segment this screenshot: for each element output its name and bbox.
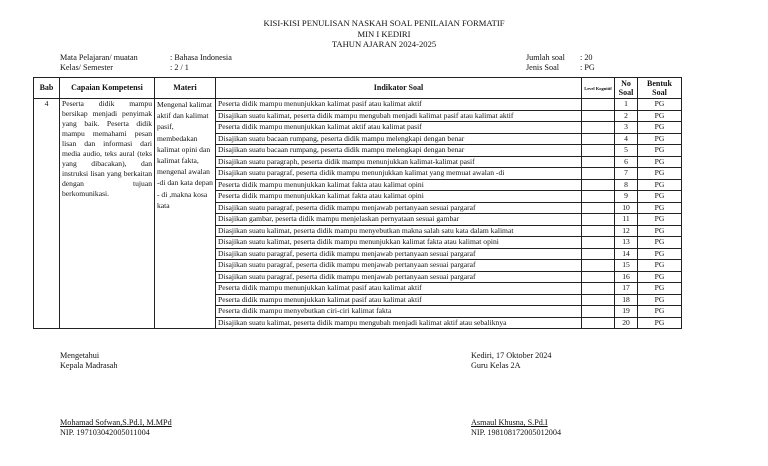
title-line-1: KISI-KISI PENULISAN NASKAH SOAL PENILAIAN FORMATIF bbox=[263, 18, 505, 28]
cell-indikator: Peserta didik mampu menunjukkan kalimat pasif atau kalimat aktif bbox=[216, 99, 582, 111]
cell-level bbox=[582, 260, 615, 272]
cell-no: 8 bbox=[615, 179, 638, 191]
count-label: Jumlah soal bbox=[526, 53, 565, 62]
cell-bentuk: PG bbox=[638, 237, 682, 249]
header-materi: Materi bbox=[155, 78, 216, 99]
cell-level bbox=[582, 294, 615, 306]
header-indikator: Indikator Soal bbox=[216, 78, 582, 99]
cell-indikator: Disajikan suatu kalimat, peserta didik mampu menunjukkan kalimat fakta atau kalimat opini bbox=[216, 237, 582, 249]
cell-indikator: Disajikan suatu paragraf, peserta didik mampu menjawab pertanyaan sesuai pargaraf bbox=[216, 248, 582, 260]
cell-level bbox=[582, 145, 615, 157]
cell-level bbox=[582, 202, 615, 214]
signature-left-heading bbox=[60, 351, 118, 371]
cell-bentuk: PG bbox=[638, 271, 682, 283]
left-name: Mohamad Sofwan,S.Pd.I, M.MPd bbox=[60, 418, 172, 427]
cell-no: 13 bbox=[615, 237, 638, 249]
cell-bentuk: PG bbox=[638, 214, 682, 226]
cell-no: 20 bbox=[615, 317, 638, 329]
type-label: Jenis Soal bbox=[526, 63, 559, 72]
table-row bbox=[34, 99, 682, 111]
cell-no: 1 bbox=[615, 99, 638, 111]
header-no: No Soal bbox=[615, 78, 638, 99]
cell-bentuk: PG bbox=[638, 294, 682, 306]
cell-bentuk: PG bbox=[638, 179, 682, 191]
type-value: : PG bbox=[580, 63, 595, 72]
count-value: : 20 bbox=[580, 53, 593, 62]
cell-bentuk: PG bbox=[638, 133, 682, 145]
cell-no: 7 bbox=[615, 168, 638, 180]
cell-indikator: Diasjikan suatu kalimat, peserta didik mampu menyebutkan makna salah satu kata dalam kalimat bbox=[216, 225, 582, 237]
cell-no: 15 bbox=[615, 260, 638, 272]
cell-indikator: Disajikan suatu bacaan rumpang, peserta didik mampu melengkapi dengan benar bbox=[216, 133, 582, 145]
title-line-3: TAHUN AJARAN 2024-2025 bbox=[331, 39, 437, 49]
meta-right bbox=[526, 53, 595, 73]
cell-no: 11 bbox=[615, 214, 638, 226]
cell-bentuk: PG bbox=[638, 145, 682, 157]
cell-indikator: Peserta didik mampu menunjukkan kalimat fakta atau kalimat opini bbox=[216, 191, 582, 203]
signature-left-name bbox=[60, 418, 172, 438]
cell-level bbox=[582, 156, 615, 168]
header-capaian: Capaian Kompetensi bbox=[60, 78, 155, 99]
cell-no: 14 bbox=[615, 248, 638, 260]
cell-level bbox=[582, 179, 615, 191]
cell-bentuk: PG bbox=[638, 306, 682, 318]
kisi-kisi-table bbox=[33, 77, 682, 329]
cell-indikator: Peserta didik mampu menunjukkan kalimat pasif atau kalimat aktif bbox=[216, 283, 582, 295]
cell-no: 3 bbox=[615, 122, 638, 134]
header-level: Level Kognitif bbox=[582, 78, 615, 99]
cell-bentuk: PG bbox=[638, 225, 682, 237]
cell-no: 19 bbox=[615, 306, 638, 318]
cell-level bbox=[582, 317, 615, 329]
signature-right-name bbox=[471, 418, 561, 438]
cell-no: 9 bbox=[615, 191, 638, 203]
table-body bbox=[34, 99, 682, 329]
cell-bentuk: PG bbox=[638, 168, 682, 180]
cell-level bbox=[582, 122, 615, 134]
cell-level bbox=[582, 248, 615, 260]
cell-materi: Mengenal kalimat aktif dan kalimat pasif, membedakan kalimat opini dan kalimat fakta, mengenal awalan -di dan kata depan - di ,makna kosa kata bbox=[155, 99, 216, 329]
left-nip: NIP. 197103042005011004 bbox=[60, 428, 150, 437]
cell-bentuk: PG bbox=[638, 156, 682, 168]
cell-bentuk: PG bbox=[638, 202, 682, 214]
class-value: : 2 / 1 bbox=[170, 63, 189, 72]
cell-indikator: Disajikan suatu paragraf, peserta didik mampu menunjukkan kalimat yang memuat awalan -di bbox=[216, 168, 582, 180]
cell-capaian: Peserta didik mampu bersikap menjadi penyimak yang baik. Peserta didik mampu memahami pesan lisan dan informasi dari media audio, teks aural (teks yang dibacakan), dan instruksi lisan yang berkaitan dengan tujuan berkomunikasi. bbox=[60, 99, 155, 329]
cell-indikator: Peserta didik mampu menunjukkan kalimat fakta atau kalimat opini bbox=[216, 179, 582, 191]
cell-level bbox=[582, 214, 615, 226]
cell-bentuk: PG bbox=[638, 260, 682, 272]
cell-bentuk: PG bbox=[638, 283, 682, 295]
cell-no: 4 bbox=[615, 133, 638, 145]
cell-indikator: Disajikan suatu paragraf, peserta didik mampu menjawab pertanyaan sesuai pargaraf bbox=[216, 260, 582, 272]
cell-bentuk: PG bbox=[638, 191, 682, 203]
cell-bentuk: PG bbox=[638, 110, 682, 122]
subject-label: Mata Pelajaran/ muatan bbox=[60, 53, 138, 62]
cell-no: 10 bbox=[615, 202, 638, 214]
class-label: Kelas/ Semester bbox=[60, 63, 113, 72]
cell-no: 16 bbox=[615, 271, 638, 283]
cell-level bbox=[582, 110, 615, 122]
cell-level bbox=[582, 225, 615, 237]
signature-right-heading bbox=[471, 351, 552, 371]
cell-no: 17 bbox=[615, 283, 638, 295]
cell-level bbox=[582, 133, 615, 145]
right-name: Asmaul Khusna, S.Pd.I bbox=[471, 418, 548, 427]
cell-level bbox=[582, 237, 615, 249]
cell-bentuk: PG bbox=[638, 122, 682, 134]
cell-bentuk: PG bbox=[638, 248, 682, 260]
cell-bentuk: PG bbox=[638, 99, 682, 111]
cell-indikator: Disajikan gambar, peserta didik mampu menjelaskan pernyataan sesuai gambar bbox=[216, 214, 582, 226]
cell-no: 6 bbox=[615, 156, 638, 168]
cell-indikator: Peserta didik mampu menunjukkan kalimat pasif atau kalimat aktif bbox=[216, 294, 582, 306]
cell-level bbox=[582, 99, 615, 111]
cell-level bbox=[582, 306, 615, 318]
cell-no: 2 bbox=[615, 110, 638, 122]
cell-no: 12 bbox=[615, 225, 638, 237]
cell-indikator: Disajikan suatu bacaan rumpang, peserta didik mampu melengkapi dengan benar bbox=[216, 145, 582, 157]
cell-indikator: Peserta didik mampu menunjukkan kalimat aktif atau kalimat pasif bbox=[216, 122, 582, 134]
cell-level bbox=[582, 283, 615, 295]
cell-no: 18 bbox=[615, 294, 638, 306]
table-header-row bbox=[34, 78, 682, 99]
cell-level bbox=[582, 191, 615, 203]
cell-level bbox=[582, 271, 615, 283]
left-line-2: Kepala Madrasah bbox=[60, 361, 118, 370]
cell-bab: 4 bbox=[34, 99, 60, 329]
header-bab: Bab bbox=[34, 78, 60, 99]
cell-indikator: Disajikan suatu paragraph, peserta didik mampu menunjukkan kalimat-kalimat pasif bbox=[216, 156, 582, 168]
cell-indikator: Peserta didik mampu menyebutkan ciri-ciri kalimat fakta bbox=[216, 306, 582, 318]
cell-indikator: Disajikan suatu kalimat, peserta didik mampu mengubah menjadi kalimat pasif atau kalimat aktif bbox=[216, 110, 582, 122]
cell-bentuk: PG bbox=[638, 317, 682, 329]
cell-indikator: Disajikan suatu paragraf, peserta didik mampu menjawab pertanyaan sesuai pargaraf bbox=[216, 271, 582, 283]
document-title bbox=[0, 18, 768, 50]
right-line-1: Kediri, 17 Oktober 2024 bbox=[471, 351, 552, 360]
right-line-2: Guru Kelas 2A bbox=[471, 361, 521, 370]
cell-no: 5 bbox=[615, 145, 638, 157]
subject-value: : Bahasa Indonesia bbox=[170, 53, 232, 62]
cell-level bbox=[582, 168, 615, 180]
cell-indikator: Disajikan suatu paragraf, peserta didik mampu menjawab pertanyaan sesuai pargaraf bbox=[216, 202, 582, 214]
cell-indikator: Disajikan suatu kalimat, peserta didik mampu mengubah menjadi kalimat aktif atau sebaliknya bbox=[216, 317, 582, 329]
right-nip: NIP. 198108172005012004 bbox=[471, 428, 562, 437]
meta-left bbox=[60, 53, 232, 73]
header-bentuk: Bentuk Soal bbox=[638, 78, 682, 99]
title-line-2: MIN I KEDIRI bbox=[357, 28, 411, 39]
left-line-1: Mengetahui bbox=[60, 351, 100, 360]
